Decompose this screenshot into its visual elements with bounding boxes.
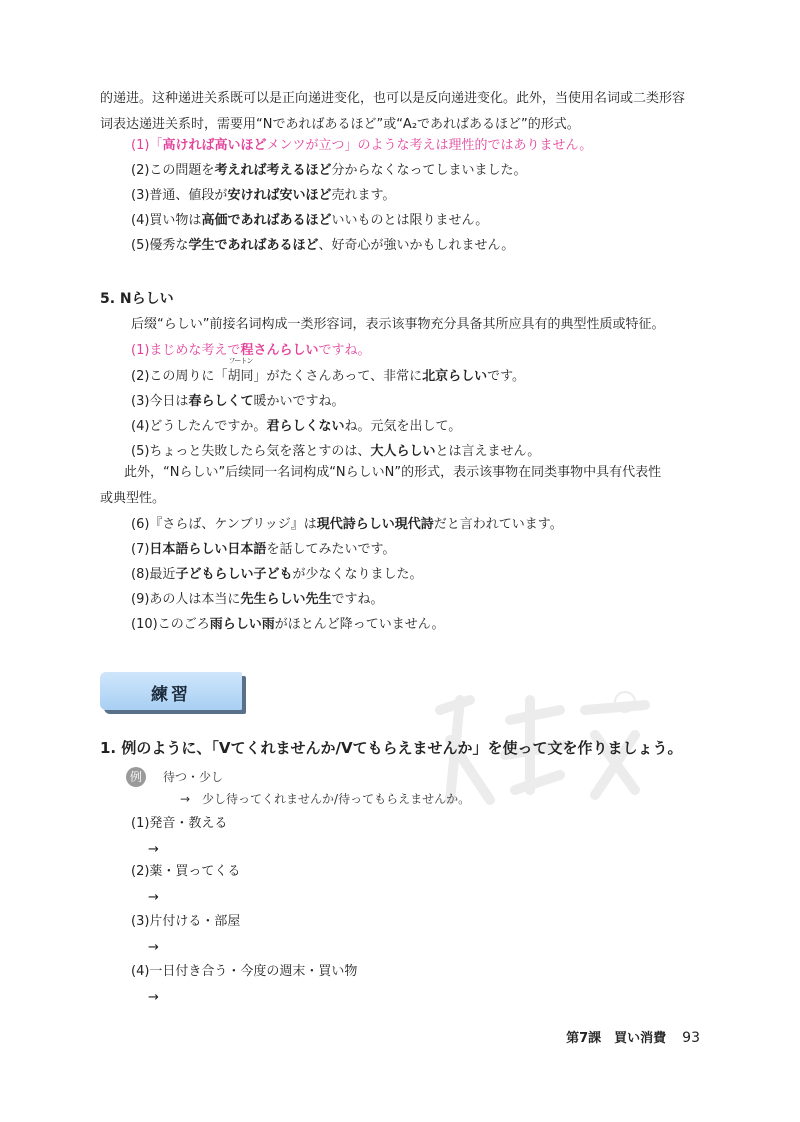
example-b-5: (5)ちょっと失敗したら気を落とすのは、大人らしいとは言えません。 xyxy=(131,444,541,459)
example-a-1: (1)「高ければ高いほどメンツが立つ」のような考えは理性的ではありません。 xyxy=(131,138,593,153)
example-a-3: (3)普通、値段が安ければ安いほど売れます。 xyxy=(131,188,396,203)
section-heading: 5. Nらしい xyxy=(100,291,174,307)
example-a-5: (5)優秀な学生であればあるほど、好奇心が強いかもしれません。 xyxy=(131,238,515,253)
example-b-3: (3)今日は春らしくて暖かいですね。 xyxy=(131,394,345,409)
note-line-1: 此外，“Nらしい”后续同一名词构成“NらしいN”的形式，表示该事物在同类事物中具有代表性 xyxy=(124,465,662,480)
example-b-2: (2)この周りに「 フートン 胡同」がたくさんあって、非常に北京らしいです。 xyxy=(131,367,525,387)
example-answer: → 少し待ってくれませんか/待ってもらえませんか。 xyxy=(180,792,471,806)
section-description: 后缀“らしい”前接名词构成一类形容词，表示该事物充分具备其所应具有的典型性质或特征。 xyxy=(131,317,665,332)
intro-paragraph xyxy=(100,86,700,138)
exercise-item-3: (3)片付ける・部屋 xyxy=(131,914,241,929)
example-a-4: (4)買い物は高価であればあるほどいいものとは限りません。 xyxy=(131,213,489,228)
exercise-item-1: (1)発音・教える xyxy=(131,816,228,831)
exercise-arrow-2: → xyxy=(148,890,159,905)
exercise-arrow-1: → xyxy=(148,842,159,857)
example-a-2: (2)この問題を考えれば考えるほど分からなくなってしまいました。 xyxy=(131,163,527,178)
page-number: 93 xyxy=(682,1030,700,1046)
section-note xyxy=(100,460,700,486)
intro-line-2: 词表达递进关系时，需要用“Nであればあるほど”或“A₂であればあるほど”的形式。 xyxy=(100,117,580,132)
exercise-arrow-3: → xyxy=(148,940,159,955)
example-badge: 例 xyxy=(126,767,146,787)
intro-line-1: 的递进。这种递进关系既可以是正向递进变化，也可以是反向递进变化。此外，当使用名词或二类形容 xyxy=(100,91,686,106)
question-1: 1. 例のように、「Vてくれませんか/Vてもらえませんか」を使って文を作りましょう。 xyxy=(100,739,683,757)
ruby-word: フートン 胡同 xyxy=(227,357,254,384)
example-prompt: 待つ・少し xyxy=(163,770,224,784)
example-b-6: (6)『さらば、ケンブリッジ』は現代詩らしい現代詩だと言われています。 xyxy=(131,517,563,532)
example-b-9: (9)あの人は本当に先生らしい先生ですね。 xyxy=(131,592,384,607)
example-b-4: (4)どうしたんですか。君らしくないね。元気を出して。 xyxy=(131,419,462,434)
exercise-item-2: (2)薬・買ってくる xyxy=(131,864,241,879)
example-b-1: (1)まじめな考えで程さんらしいですね。 xyxy=(131,343,371,358)
practice-banner xyxy=(100,672,242,710)
example-b-8: (8)最近子どもらしい子どもが少なくなりました。 xyxy=(131,567,423,582)
lesson-title: 第7課 買い消費 xyxy=(566,1031,667,1046)
page-footer xyxy=(566,1028,700,1049)
example-b-10: (10)このごろ雨らしい雨がほとんど降っていません。 xyxy=(131,617,445,632)
section-note-2: 或典型性。 xyxy=(100,491,166,506)
exercise-arrow-4: → xyxy=(148,990,159,1005)
practice-banner-label: 練習 xyxy=(151,685,191,705)
example-b-7: (7)日本語らしい日本語を話してみたいです。 xyxy=(131,542,396,557)
exercise-item-4: (4)一日付き合う・今度の週末・買い物 xyxy=(131,964,358,979)
